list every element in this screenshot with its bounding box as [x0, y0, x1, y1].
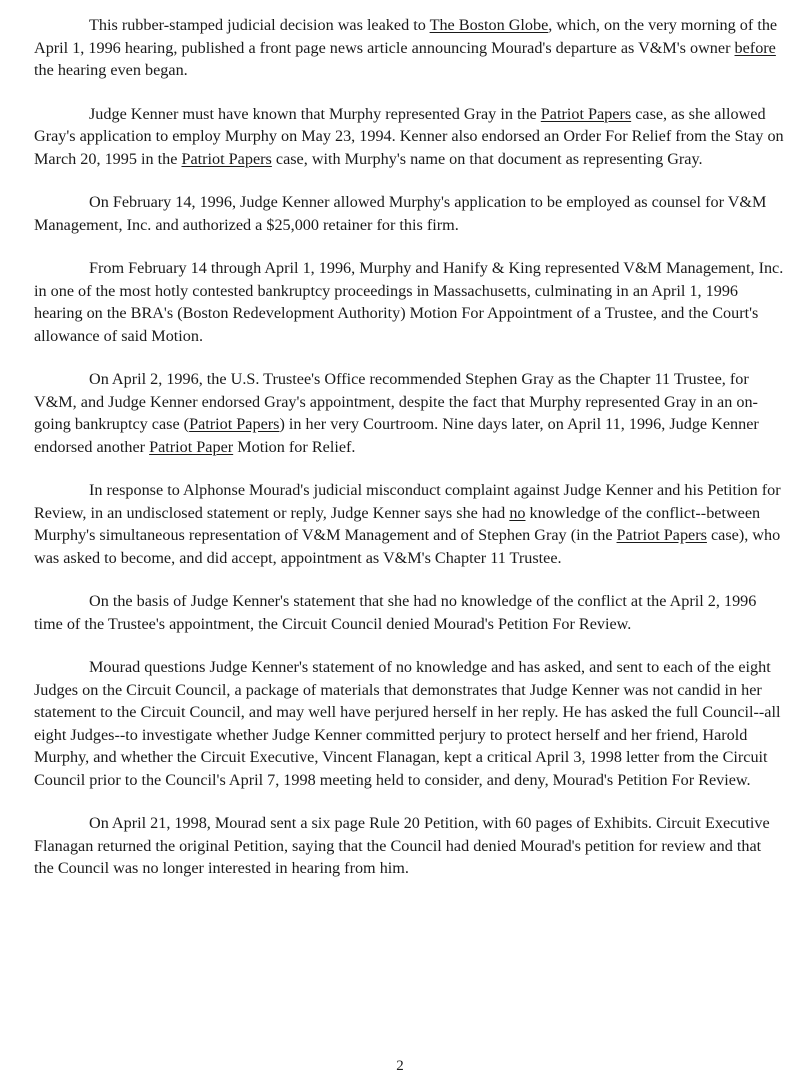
- paragraph-text: This rubber-stamped judicial decision was leaked to: [89, 16, 430, 34]
- paragraph-text: In response to Alphonse Mourad's judicial misconduct complaint against Judge Kenner and his Petition for Review, in an undisclosed statement or reply, Judge Kenner says she had: [34, 481, 781, 522]
- paragraph-4: [34, 257, 784, 347]
- document-body: [34, 14, 784, 880]
- underlined-text: Patriot Paper: [149, 437, 234, 456]
- paragraph-text: Mourad questions Judge Kenner's statement of no knowledge and has asked, and sent to each of the eight Judges on the Circuit Council, a package of materials that demonstrates that Judge Kenner was not candid in her statement to the Circuit Council, and may well have perjured herself in her reply. He has asked the full Council--all eight Judges--to investigate whether Judge Kenner committed perjury to protect herself and her friend, Harold Murphy, and whether the Circuit Executive, Vincent Flanagan, kept a critical April 3, 1998 letter from the Circuit Council prior to the Council's April 7, 1998 meeting held to consider, and deny, Mourad's Petition For Review.: [34, 658, 781, 789]
- paragraph-text: , which, on the very morning of the April 1, 1996 hearing, published a front page news article announcing Mourad's departure as V&M's owner: [34, 16, 778, 57]
- underlined-text: The Boston Globe: [429, 16, 549, 34]
- paragraph-2: [34, 103, 784, 171]
- paragraph-text: From February 14 through April 1, 1996, Murphy and Hanify & King represented V&M Management, Inc. in one of the most hotly contested bankruptcy proceedings in Massachusetts, culminating in an April 1, 1996 hearing on the BRA's (Boston Redevelopment Authority) Motion For Appointment of a Trustee, and the Court's allowance of said Motion.: [34, 259, 784, 345]
- paragraph-text: ) in her very Courtroom. Nine days later, on April 11, 1996, Judge Kenner endorsed another: [34, 415, 759, 456]
- paragraph-7: [34, 590, 784, 635]
- paragraph-text: Motion for Relief.: [233, 437, 356, 456]
- underlined-text: Patriot Papers: [616, 526, 707, 544]
- paragraph-text: On February 14, 1996, Judge Kenner allowed Murphy's application to be employed as counsel for V&M Management, Inc. and authorized a $25,000 retainer for this firm.: [34, 193, 767, 234]
- paragraph-5: [34, 368, 784, 458]
- paragraph-text: On the basis of Judge Kenner's statement that she had no knowledge of the conflict at the April 2, 1996 time of the Trustee's appointment, the Circuit Council denied Mourad's Petition For Review.: [34, 592, 757, 633]
- paragraph-text: case, as she allowed Gray's application to employ Murphy on May 23, 1994. Kenner also endorsed an Order For Relief from the Stay on March 20, 1995 in the: [34, 104, 784, 168]
- paragraph-text: knowledge of the conflict--between Murphy's simultaneous representation of V&M Management and of Stephen Gray (in the: [34, 503, 761, 544]
- underlined-text: Patriot Papers: [540, 104, 632, 123]
- document-page: [34, 14, 784, 901]
- paragraph-9: [34, 812, 784, 880]
- underlined-text: no: [509, 503, 526, 522]
- paragraph-text: On April 2, 1996, the U.S. Trustee's Office recommended Stephen Gray as the Chapter 11 Trustee, for V&M, and Judge Kenner endorsed Gray's appointment, despite the fact that Murphy represented Gray in an on-going bankruptcy case (: [34, 370, 758, 433]
- underlined-text: Patriot Papers: [189, 415, 280, 433]
- underlined-text: before: [734, 38, 776, 57]
- paragraph-text: case), who was asked to become, and did accept, appointment as V&M's Chapter 11 Trustee.: [34, 526, 781, 567]
- underlined-text: Patriot Papers: [181, 149, 272, 168]
- paragraph-text: Judge Kenner must have known that Murphy represented Gray in the: [89, 104, 541, 123]
- paragraph-8: [34, 656, 784, 791]
- paragraph-text: the hearing even began.: [34, 61, 188, 79]
- paragraph-6: [34, 479, 784, 569]
- paragraph-text: case, with Murphy's name on that document as representing Gray.: [271, 149, 703, 168]
- page-number: 2: [396, 1058, 404, 1074]
- paragraph-3: [34, 191, 784, 236]
- paragraph-1: [34, 14, 784, 82]
- paragraph-text: On April 21, 1998, Mourad sent a six page Rule 20 Petition, with 60 pages of Exhibits. Circuit Executive Flanagan returned the original Petition, saying that the Council had denied Mourad's petition for review and that the Council was no longer interested in hearing from him.: [34, 814, 770, 877]
